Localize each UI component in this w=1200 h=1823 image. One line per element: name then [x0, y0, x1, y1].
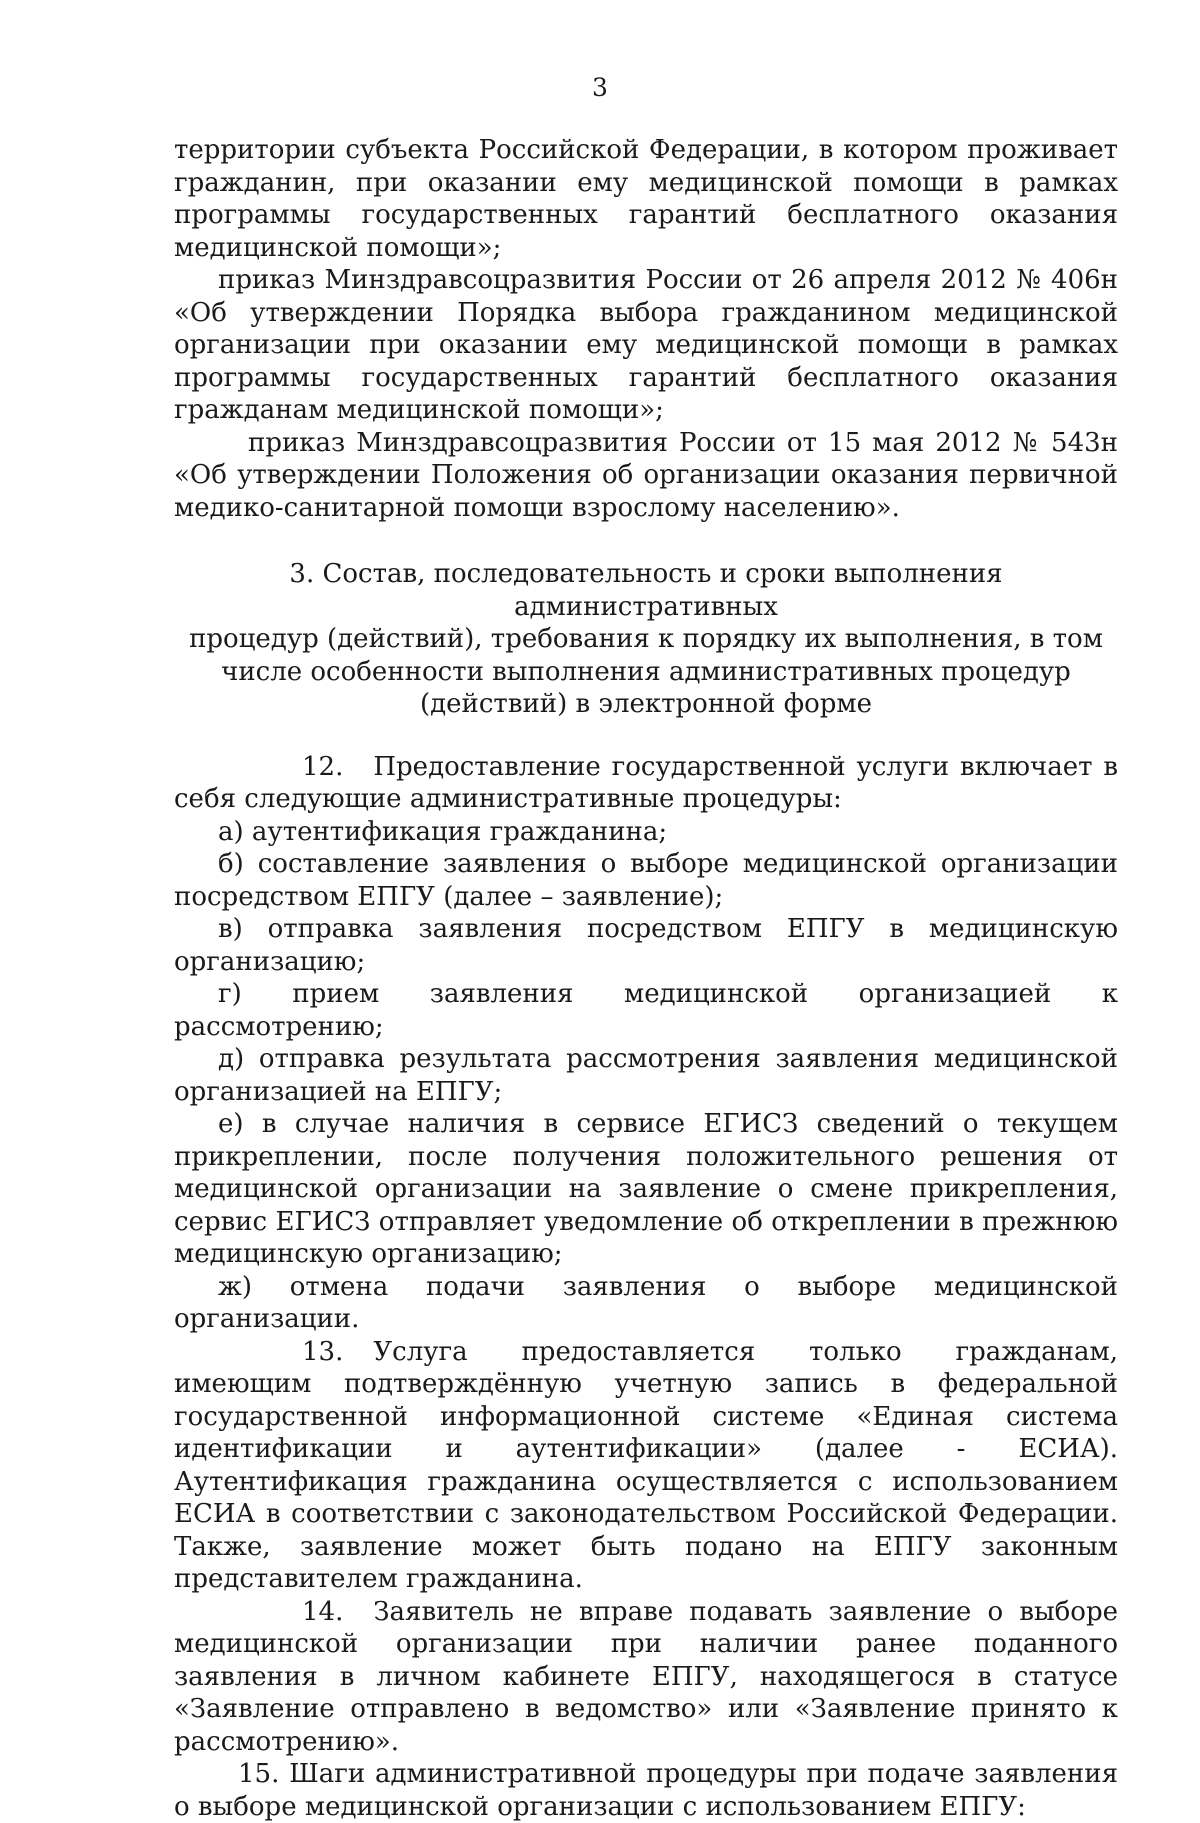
item-12	[174, 751, 1118, 816]
section-heading-line: процедур (действий), требования к порядку их выполнения, в том	[189, 624, 1103, 654]
item-text: Заявитель не вправе подавать заявление о выборе медицинской организации при наличии ранее поданного заявления в личном кабинете ЕПГУ, находящегося в статусе «Заявление отправлено в ведомство» или «Заявление принято к рассмотрению».	[174, 1596, 1118, 1757]
document-body	[174, 134, 1118, 1823]
page-number: 3	[592, 73, 608, 102]
subitem: г) прием заявления медицинской организацией к рассмотрению;	[174, 979, 1118, 1042]
item-text: Предоставление государственной услуги включает в себя следующие административные процедуры:	[174, 751, 1118, 814]
item-number: 13.	[302, 1336, 344, 1367]
section-heading-line: 3. Состав, последовательность и сроки выполнения административных	[289, 559, 1003, 622]
section-heading-line: числе особенности выполнения административных процедур	[221, 656, 1071, 687]
subitem: в) отправка заявления посредством ЕПГУ в медицинскую организацию;	[174, 914, 1118, 977]
paragraph-continuation: территории субъекта Российской Федерации, в котором проживает гражданин, при оказании ему медицинской помощи в рамках программы государственных гарантий бесплатного оказания медицинской помощи»;	[174, 135, 1118, 263]
subitem: б) составление заявления о выборе медицинской организации посредством ЕПГУ (далее – заявление);	[174, 849, 1118, 912]
item-13	[174, 1336, 1118, 1596]
item-14	[174, 1596, 1118, 1759]
item-15: 15. Шаги административной процедуры при подаче заявления о выборе медицинской организации с использованием ЕПГУ:	[174, 1759, 1118, 1822]
item-text: Услуга предоставляется только гражданам, имеющим подтверждённую учетную запись в федеральной государственной информационной системе «Единая система идентификации и аутентификации» (далее - ЕСИА). Аутентификация гражданина осуществляется с использованием ЕСИА в соответствии с законодательством Российской Федерации. Также, заявление может быть подано на ЕПГУ законным представителем гражданина.	[174, 1336, 1118, 1594]
section-heading	[174, 558, 1118, 721]
item-number: 14.	[302, 1596, 344, 1627]
section-heading-line: (действий) в электронной форме	[420, 689, 872, 719]
paragraph-order-406n: приказ Минздравсоцразвития России от 26 апреля 2012 № 406н «Об утверждении Порядка выбора гражданином медицинской организации при оказании ему медицинской помощи в рамках программы государственных гарантий бесплатного оказания гражданам медицинской помощи»;	[174, 265, 1118, 425]
subitem: е) в случае наличия в сервисе ЕГИСЗ сведений о текущем прикреплении, после получения положительного решения от медицинской организации на заявление о смене прикрепления, сервис ЕГИСЗ отправляет уведомление об откреплении в прежнюю медицинскую организацию;	[174, 1109, 1118, 1269]
subitem: д) отправка результата рассмотрения заявления медицинской организацией на ЕПГУ;	[174, 1044, 1118, 1107]
paragraph-order-543n: приказ Минздравсоцразвития России от 15 мая 2012 № 543н «Об утверждении Положения об организации оказания первичной медико-санитарной помощи взрослому населению».	[174, 427, 1118, 523]
subitem: а) аутентификация гражданина;	[218, 816, 668, 847]
subitem: ж) отмена подачи заявления о выборе медицинской организации.	[174, 1271, 1118, 1334]
item-number: 12.	[302, 751, 344, 782]
